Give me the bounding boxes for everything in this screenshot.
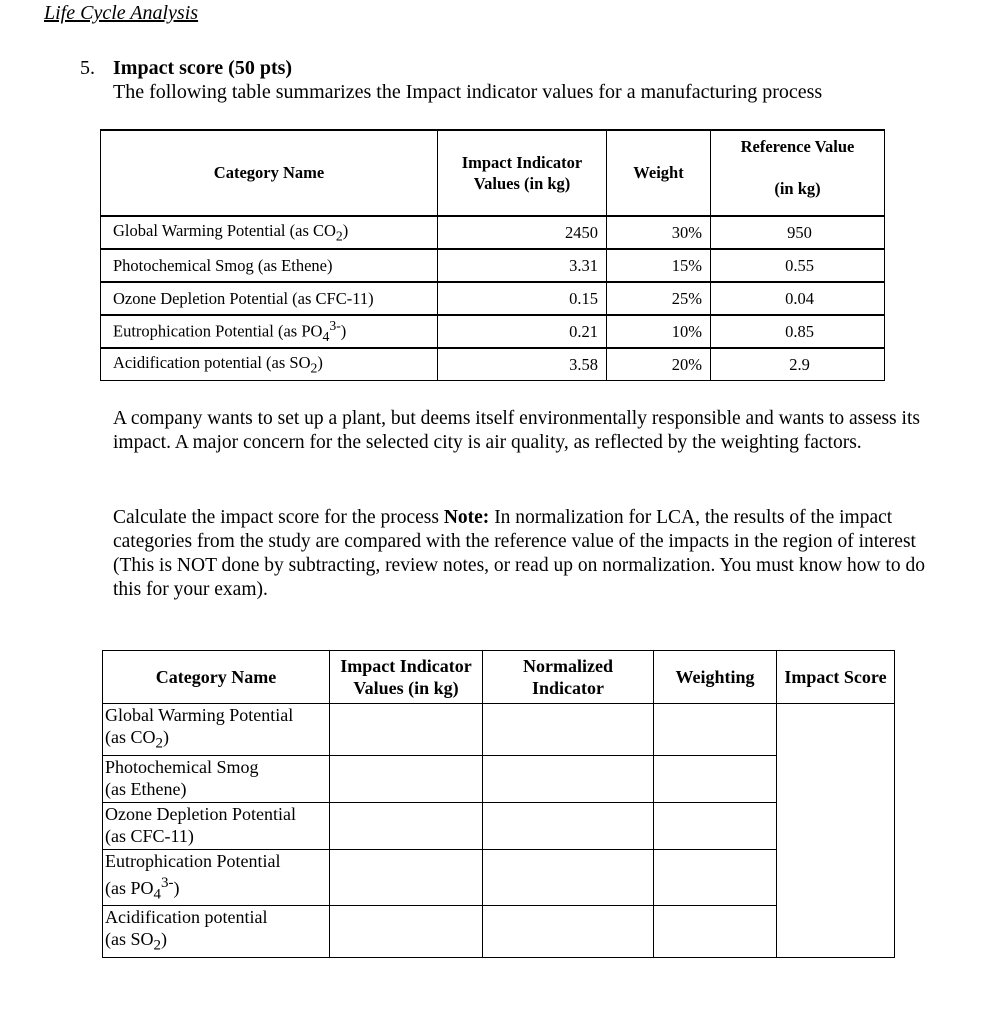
impact-value-cell: 2450 xyxy=(438,216,607,249)
weight-cell: 20% xyxy=(607,348,711,381)
table-row xyxy=(103,906,895,958)
normalized-input-cell[interactable] xyxy=(483,704,654,756)
weight-cell: 10% xyxy=(607,315,711,348)
reference-cell: 950 xyxy=(711,216,885,249)
header-ref-line1: Reference Value xyxy=(740,137,855,156)
normalized-input-cell[interactable] xyxy=(483,849,654,906)
weighting-input-cell[interactable] xyxy=(654,755,777,802)
impact-value-cell: 0.15 xyxy=(438,282,607,315)
normalized-input-cell[interactable] xyxy=(483,906,654,958)
scenario-paragraph: A company wants to set up a plant, but deems itself environmentally responsible and wants to assess its impact. A major concern for the selected city is air quality, as reflected by the weighting factors. xyxy=(113,408,920,453)
reference-cell: 0.04 xyxy=(711,282,885,315)
category-cell: Eutrophication Potential (as $PO_4^{3-}$) xyxy=(101,315,438,348)
document-header: Life Cycle Analysis xyxy=(44,2,199,24)
header-impact-line2: Values (in kg) xyxy=(473,174,571,193)
weighting-input-cell[interactable] xyxy=(654,849,777,906)
category-cell: Eutrophication Potential (as $PO_4^{3-}$) xyxy=(103,849,330,906)
category-cell: Acidification potential (as $SO_2$) xyxy=(101,348,438,381)
reference-cell: 2.9 xyxy=(711,348,885,381)
weight-cell: 25% xyxy=(607,282,711,315)
impact-value-cell: 3.58 xyxy=(438,348,607,381)
table-row xyxy=(103,849,895,906)
header-ref-line2: (in kg) xyxy=(774,179,821,198)
reference-cell: 0.85 xyxy=(711,315,885,348)
impact-value-cell: 3.31 xyxy=(438,249,607,282)
header-reference-value xyxy=(711,130,885,216)
category-cell: Photochemical Smog (as Ethene) xyxy=(103,755,330,802)
impact-value-input-cell[interactable] xyxy=(330,704,483,756)
table-row xyxy=(101,249,885,282)
impact-value-input-cell[interactable] xyxy=(330,906,483,958)
answer-table xyxy=(102,650,895,958)
header-impact-indicator xyxy=(438,130,607,216)
normalized-input-cell[interactable] xyxy=(483,802,654,849)
table-row xyxy=(101,348,885,381)
weight-cell: 15% xyxy=(607,249,711,282)
table-row xyxy=(103,704,895,756)
reference-cell: 0.55 xyxy=(711,249,885,282)
category-cell: Global Warming Potential (as $CO_2$) xyxy=(103,704,330,756)
weighting-input-cell[interactable] xyxy=(654,704,777,756)
table-header-row xyxy=(101,130,885,216)
table-row xyxy=(103,755,895,802)
header-weighting: Weighting xyxy=(654,651,777,704)
weighting-input-cell[interactable] xyxy=(654,802,777,849)
question-intro: The following table summarizes the Impact indicator values for a manufacturing process xyxy=(113,81,823,103)
header-category-name: Category Name xyxy=(101,130,438,216)
question-number: 5. xyxy=(80,57,95,79)
category-cell: Global Warming Potential (as $CO_2$) xyxy=(101,216,438,249)
table-row xyxy=(103,802,895,849)
header-impact-indicator: Impact Indicator Values (in kg) xyxy=(330,651,483,704)
impact-score-input-cell[interactable] xyxy=(777,704,895,958)
instructions-paragraph: Calculate the impact score for the process Note: In normalization for LCA, the results of the impact categories from the study are compared with the reference value of the impacts in the region of interest (This is NOT done by subtracting, review notes, or read up on normalization. You must know how to do this for your exam). xyxy=(113,507,926,600)
header-category-name: Category Name xyxy=(103,651,330,704)
weighting-input-cell[interactable] xyxy=(654,906,777,958)
table-row xyxy=(101,282,885,315)
header-impact-score: Impact Score xyxy=(777,651,895,704)
table-header-row xyxy=(103,651,895,704)
category-cell: Ozone Depletion Potential (as CFC-11) xyxy=(103,802,330,849)
note-label: Note: xyxy=(443,507,490,528)
category-cell: Ozone Depletion Potential (as CFC-11) xyxy=(101,282,438,315)
table-row xyxy=(101,216,885,249)
impact-value-cell: 0.21 xyxy=(438,315,607,348)
impact-data-table xyxy=(100,129,885,381)
normalized-input-cell[interactable] xyxy=(483,755,654,802)
category-cell: Acidification potential (as $SO_2$) xyxy=(103,906,330,958)
header-impact-line1: Impact Indicator xyxy=(461,152,583,172)
impact-value-input-cell[interactable] xyxy=(330,849,483,906)
category-cell: Photochemical Smog (as Ethene) xyxy=(101,249,438,282)
table-row xyxy=(101,315,885,348)
weight-cell: 30% xyxy=(607,216,711,249)
impact-value-input-cell[interactable] xyxy=(330,802,483,849)
impact-value-input-cell[interactable] xyxy=(330,755,483,802)
header-normalized-indicator: Normalized Indicator xyxy=(483,651,654,704)
header-weight: Weight xyxy=(607,130,711,216)
question-title: Impact score (50 pts) xyxy=(113,57,293,79)
